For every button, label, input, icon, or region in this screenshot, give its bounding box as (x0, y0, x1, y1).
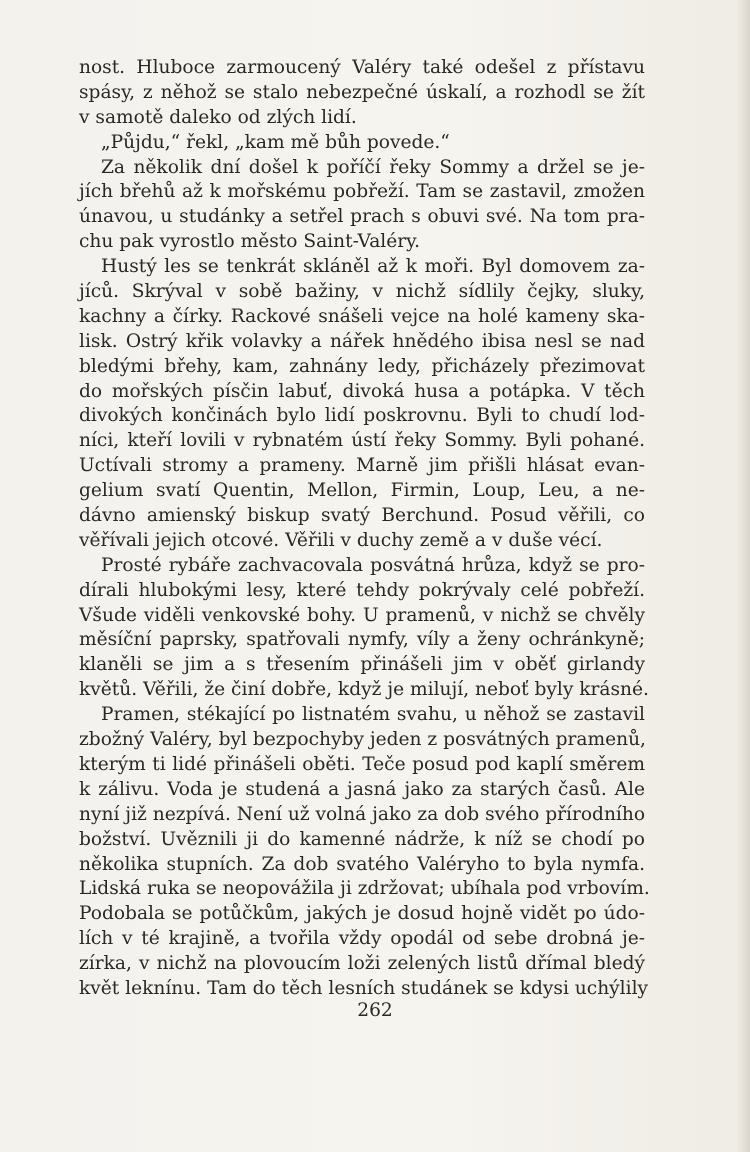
text-line: chu pak vyrostlo město Saint-Valéry. (79, 231, 421, 253)
text-line: kterým ti lidé přinášeli oběti. Teče posud pod kaplí směrem (79, 753, 645, 775)
text-line: kachny a čírky. Rackové snášeli vejce na holé kameny ska- (79, 305, 645, 327)
text-line: dírali hlubokými lesy, které tehdy pokrývaly celé pobřeží. (79, 579, 645, 601)
text-line: Lidská ruka se neopovážila ji zdržovat; ubíhala pod vrbovím. (79, 878, 650, 900)
text-line: gelium svatí Quentin, Mellon, Firmin, Loup, Leu, a ne- (79, 480, 645, 502)
text-line: v samotě daleko od zlých lidí. (79, 106, 357, 128)
text-line: věřívali jejich otcové. Věřili v duchy země a v duše vécí. (79, 529, 603, 551)
text-line: dávno amienský biskup svatý Berchund. Posud věřili, co (79, 505, 645, 527)
text-line: květů. Věřili, že činí dobře, když je milují, neboť byly krásné. (79, 679, 649, 701)
text-line: níci, kteří lovili v rybnatém ústí řeky Sommy. Byli pohané. (79, 430, 645, 452)
text-line: Pramen, stékající po listnatém svahu, u něhož se zastavil (101, 704, 645, 726)
text-line: jích břehů až k mořskému pobřeží. Tam se zastavil, zmožen (79, 181, 645, 203)
text-line: Hustý les se tenkrát skláněl až k moři. Byl domovem za- (101, 256, 645, 278)
text-line: „Půjdu,“ řekl, „kam mě bůh povede.“ (101, 131, 450, 153)
text-line: božství. Uvěznili ji do kamenné nádrže, k níž se chodí po (79, 828, 645, 850)
text-line: Uctívali stromy a prameny. Marně jim přišli hlásat evan- (79, 455, 645, 477)
text-line: Podobala se potůčkům, jakých je dosud hojně vidět po údo- (79, 903, 645, 925)
text-line: několika stupních. Za dob svatého Valéryho to byla nymfa. (79, 853, 645, 875)
text-line: k zálivu. Voda je studená a jasná jako za starých časů. Ale (79, 778, 645, 800)
body-text (79, 56, 650, 1002)
text-line: jíců. Skrýval v sobě bažiny, v nichž sídlily čejky, sluky, (79, 281, 645, 303)
text-line: Prosté rybáře zachvacovala posvátná hrůza, když se pro- (101, 554, 645, 576)
text-line: měsíční paprsky, spatřovali nymfy, víly a ženy ochránkyně; (79, 629, 645, 651)
text-line: květ leknínu. Tam do těch lesních studánek se kdysi uchýlily (79, 977, 649, 999)
text-line: divokých končinách bylo lidí poskrovnu. Byli to chudí lod- (79, 405, 645, 427)
text-line: klaněli se jim a s třesením přinášeli jim v oběť girlandy (79, 654, 645, 676)
text-line: lích v té krajině, a tvořila vždy opodál od sebe drobná je- (79, 928, 645, 950)
page-number: 262 (357, 1000, 393, 1021)
text-line: nyní již nezpívá. Není už volná jako za dob svého přírodního (79, 803, 646, 825)
text-line: lisk. Ostrý křik volavky a nářek hnědého ibisa nesl se nad (79, 330, 645, 352)
page-edge-shadow (736, 0, 750, 1152)
text-line: nost. Hluboce zarmoucený Valéry také odešel z přístavu (79, 57, 645, 78)
text-line: spásy, z něhož se stalo nebezpečné úskalí, a rozhodl se žít (79, 81, 645, 103)
text-line: únavou, u studánky a setřel prach s obuvi své. Na tom pra- (79, 206, 645, 228)
text-line: zírka, v nichž na plovoucím loži zelených listů dřímal bledý (79, 953, 645, 975)
text-line: do mořských písčin labuť, divoká husa a potápka. V těch (79, 380, 645, 402)
text-line: Všude viděli venkovské bohy. U pramenů, v nichž se chvěly (79, 604, 645, 626)
text-line: Za několik dní došel k poříčí řeky Sommy a držel se je- (101, 156, 645, 178)
text-line: zbožný Valéry, byl bezpochyby jeden z posvátných pramenů, (79, 729, 646, 751)
text-line: bledými břehy, kam, zahnány ledy, přicházely přezimovat (79, 355, 645, 377)
